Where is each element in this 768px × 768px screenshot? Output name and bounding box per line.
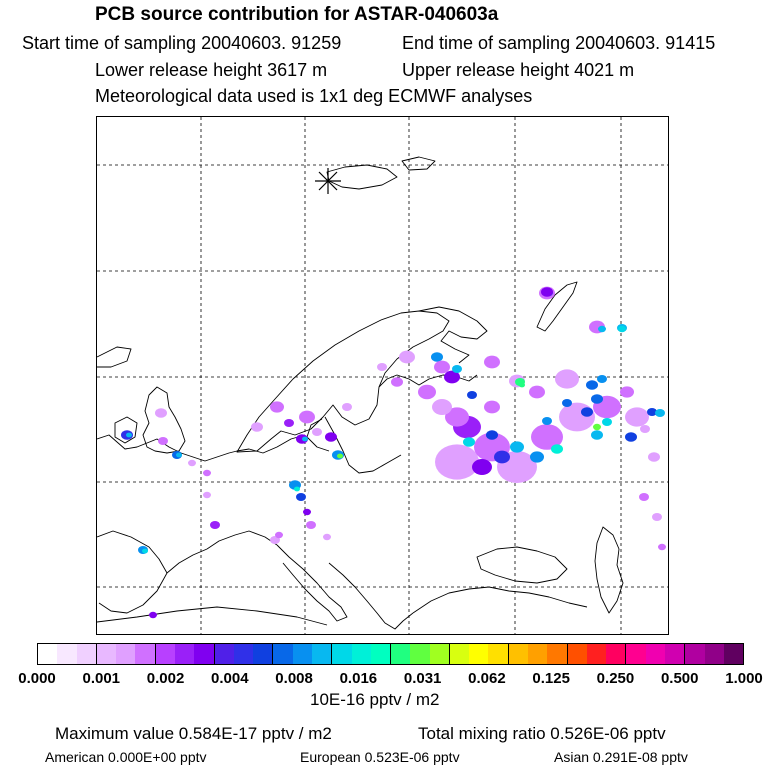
concentration-blob [299,411,315,424]
colorbar-tick-label: 0.125 [532,670,570,687]
colorbar-swatch [352,644,371,664]
colorbar-swatch [312,644,332,664]
colorbar-swatch [332,644,351,664]
colorbar-swatch [57,644,76,664]
colorbar-swatch [568,644,587,664]
concentration-blob [149,612,157,618]
colorbar-swatch [215,644,234,664]
colorbar-swatch [234,644,253,664]
european-contribution: European 0.523E-06 pptv [300,749,460,765]
colorbar-swatch [391,644,410,664]
colorbar-swatch [38,644,57,664]
colorbar-swatch [724,644,743,664]
receptor-marker [315,168,341,194]
concentration-blob [435,444,479,479]
colorbar-tick-label: 0.250 [596,670,635,687]
concentration-blob [602,418,612,426]
concentration-blob [312,428,322,436]
concentration-blob [620,386,634,397]
colorbar-swatch [156,644,175,664]
concentration-blob [591,430,603,440]
concentration-blob [342,403,352,411]
colorbar-swatch [665,644,685,664]
concentration-blob [126,433,132,438]
american-contribution: American 0.000E+00 pptv [45,749,207,765]
colorbar-swatch [77,644,97,664]
colorbar-tick-label: 0.031 [403,670,442,687]
concentration-blob [325,432,337,442]
total-mixing-ratio-label: Total mixing ratio 0.526E-06 pptv [418,724,666,743]
concentration-blob [598,326,606,332]
concentration-blob [658,544,666,550]
colorbar-swatch [646,644,665,664]
concentration-blob [142,549,148,554]
colorbar-swatch [135,644,155,664]
colorbar-swatch [626,644,645,664]
concentration-blob [418,385,436,399]
end-time-label: End time of sampling 20040603. 91415 [402,33,716,53]
colorbar-swatch [410,644,429,664]
concentration-blob [275,532,283,538]
colorbar-swatch [685,644,704,664]
start-time-label: Start time of sampling 20040603. 91259 [22,33,342,53]
colorbar-swatch [293,644,312,664]
concentration-blob [510,441,524,452]
concentration-blob [337,454,343,459]
concentration-blob [555,369,579,388]
concentration-blob [625,432,637,442]
concentration-blob [581,407,593,417]
concentration-blob [323,534,331,540]
concentration-blob [296,493,306,501]
concentration-blob [188,460,196,466]
colorbar-swatch [194,644,214,664]
colorbar-swatch [509,644,528,664]
concentration-blob [431,352,443,362]
concentration-blob [251,422,263,432]
concentration-blob [562,399,572,407]
concentration-blob [652,513,662,521]
concentration-blob [284,419,294,427]
concentration-blob [597,375,607,383]
colorbar-swatch [116,644,135,664]
concentration-blob [530,451,544,462]
concentration-blob [203,470,211,476]
colorbar-swatch [273,644,292,664]
concentration-blob [203,492,211,498]
concentration-blob [559,403,595,432]
concentration-blob [463,437,475,447]
plot-title: PCB source contribution for ASTAR-040603a [95,4,499,25]
concentration-blob [452,365,462,373]
concentration-blob [155,408,167,418]
concentration-blob [377,363,387,371]
concentration-blob [618,326,626,332]
colorbar-tick-label: 0.004 [211,670,249,687]
concentration-blob [210,521,220,529]
colorbar-swatch [705,644,724,664]
colorbar-swatch [488,644,508,664]
concentration-blob [639,493,649,501]
concentration-blob [648,452,660,462]
concentration-blob [484,401,500,414]
concentration-blob [294,487,300,492]
concentration-blob [551,444,563,454]
colorbar-tick-label: 0.002 [146,670,185,687]
concentration-blob [542,417,552,425]
colorbar-swatch [253,644,273,664]
concentration-blob [593,424,601,430]
concentration-blob [158,437,168,445]
upper-release-label: Upper release height 4021 m [402,60,635,80]
concentration-blob [432,399,452,415]
concentration-field [121,287,666,619]
concentration-blob [494,451,510,464]
colorbar-swatch [528,644,547,664]
colorbar-swatch [430,644,450,664]
colorbar-swatch [175,644,194,664]
colorbar-tick-label: 0.001 [82,670,121,687]
concentration-blob [640,425,650,433]
colorbar-tick-label: 0.008 [275,670,313,687]
met-data-label: Meteorological data used is 1x1 deg ECMWF analyses [95,86,533,106]
concentration-blob [655,409,665,417]
colorbar-tick-label: 0.016 [339,670,378,687]
colorbar-tick-label: 0.500 [660,670,699,687]
asian-contribution: Asian 0.291E-08 pptv [554,749,688,765]
concentration-blob [486,430,498,440]
concentration-blob [541,287,553,297]
concentration-blob [391,377,403,387]
graticule [97,117,669,635]
colorbar-tick-label: 1.000 [725,670,763,687]
colorbar-unit: 10E-16 pptv / m2 [310,690,440,709]
concentration-blob [434,361,450,374]
colorbar-swatch [97,644,116,664]
lower-release-label: Lower release height 3617 m [95,60,328,80]
concentration-blob [302,437,308,442]
concentration-blob [176,453,182,458]
maximum-value-label: Maximum value 0.584E-17 pptv / m2 [55,724,332,743]
concentration-blob [591,394,603,404]
concentration-blob [484,356,500,369]
colorbar-swatch [450,644,469,664]
concentration-blob [270,401,284,412]
concentration-blob [306,521,316,529]
concentration-blob [625,407,649,426]
colorbar-swatch [547,644,567,664]
concentration-blob [519,383,525,388]
concentration-blob [529,386,545,399]
concentration-blob [586,380,598,390]
concentration-blob [399,351,415,364]
colorbar-swatch [587,644,606,664]
concentration-blob [472,459,492,475]
concentration-blob [467,391,477,399]
colorbar [37,643,744,665]
colorbar-swatch [606,644,626,664]
map-panel [96,116,669,635]
concentration-blob [303,509,311,515]
colorbar-tick-label: 0.062 [468,670,506,687]
colorbar-tick-label: 0.000 [18,670,56,687]
colorbar-swatch [469,644,488,664]
colorbar-swatch [371,644,391,664]
